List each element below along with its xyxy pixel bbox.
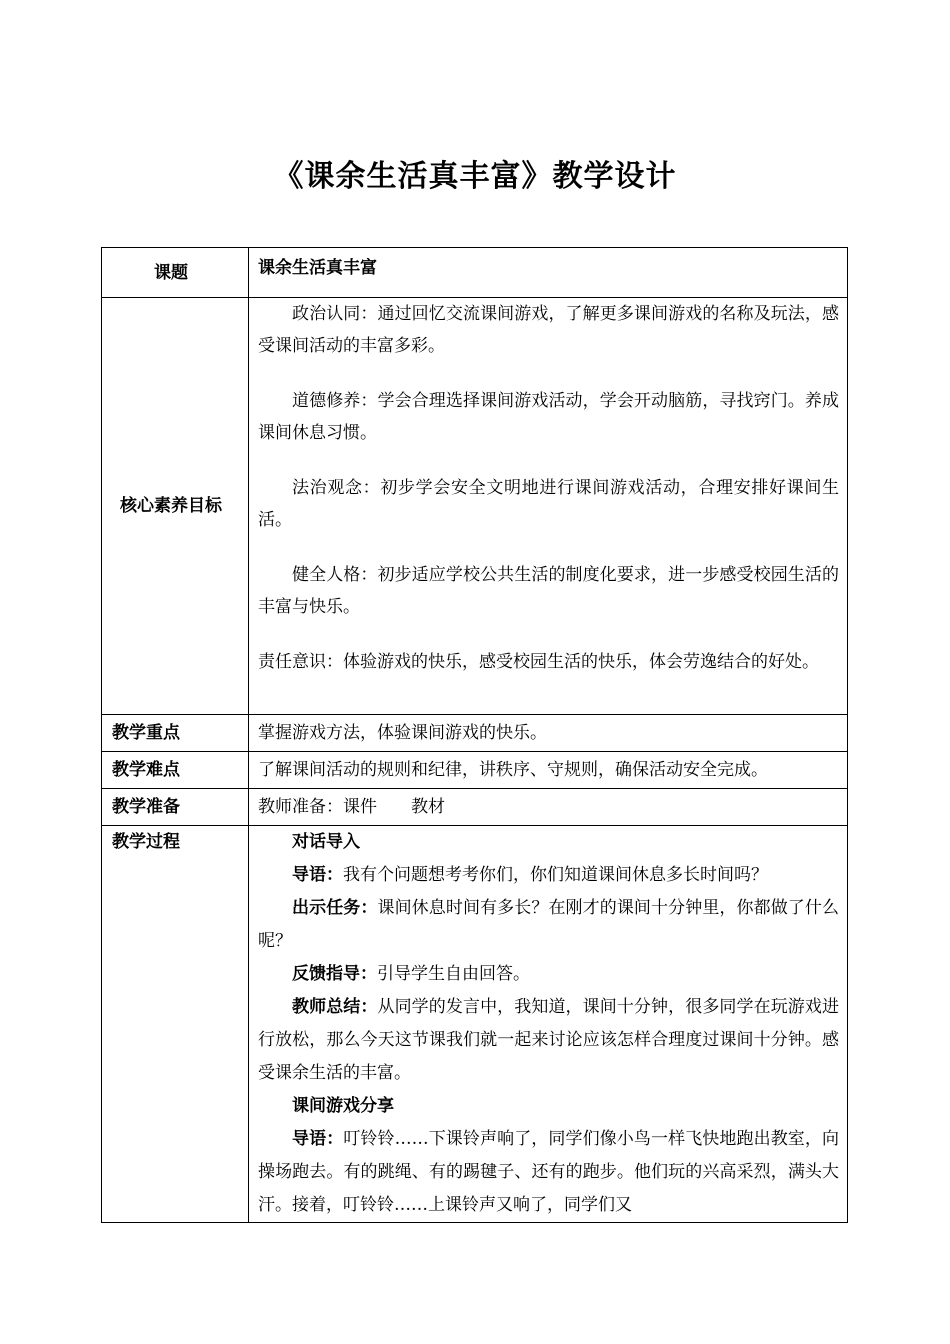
document-title: 《课余生活真丰富》教学设计 — [273, 159, 677, 194]
summary-paragraph — [258, 991, 839, 1090]
goals-content — [249, 298, 848, 715]
goal-political: 政治认同：通过回忆交流课间游戏，了解更多课间游戏的名称及玩法，感受课间活动的丰富多彩。 — [258, 304, 839, 356]
goal-responsibility: 责任意识：体验游戏的快乐，感受校园生活的快乐，体会劳逸结合的好处。 — [258, 652, 819, 672]
section-heading-dialogue: 对话导入 — [292, 832, 360, 852]
table-row-preparation — [102, 789, 848, 826]
summary-text: 从同学的发言中，我知道，课间十分钟，很多同学在玩游戏进行放松，那么今天这节课我们就一起来讨论应该怎样合理度过课间十分钟。感受课余生活的丰富。 — [258, 997, 839, 1083]
feedback-label: 反馈指导： — [292, 964, 377, 984]
goal-personality: 健全人格：初步适应学校公共生活的制度化要求，进一步感受校园生活的丰富与快乐。 — [258, 565, 839, 617]
goal-law: 法治观念：初步学会安全文明地进行课间游戏活动，合理安排好课间生活。 — [258, 478, 839, 530]
process-label: 教学过程 — [102, 826, 249, 1223]
table-row-process — [102, 826, 848, 1223]
preparation-label: 教学准备 — [102, 789, 249, 826]
key-point-label: 教学重点 — [102, 715, 249, 752]
section-heading-game-sharing: 课间游戏分享 — [292, 1096, 394, 1116]
difficulty-value: 了解课间活动的规则和纪律，讲秩序、守规则，确保活动安全完成。 — [249, 752, 848, 789]
intro2-text: 叮铃铃……下课铃声响了，同学们像小鸟一样飞快地跑出教室，向操场跑去。有的跳绳、有的踢毽子、还有的跑步。他们玩的兴高采烈，满头大汗。接着，叮铃铃……上课铃声又响了，同学们又 — [258, 1129, 840, 1215]
table-row-difficulty — [102, 752, 848, 789]
intro-text: 我有个问题想考考你们，你们知道课间休息多长时间吗？ — [343, 865, 768, 885]
intro2-paragraph — [258, 1123, 839, 1222]
lesson-plan-table — [101, 247, 848, 1223]
goals-label: 核心素养目标 — [102, 298, 249, 715]
task-paragraph — [258, 892, 839, 958]
process-content — [249, 826, 848, 1223]
key-point-value: 掌握游戏方法，体验课间游戏的快乐。 — [249, 715, 848, 752]
intro2-label: 导语： — [292, 1129, 344, 1149]
feedback-text: 引导学生自由回答。 — [377, 964, 530, 984]
goal-moral: 道德修养：学会合理选择课间游戏活动，学会开动脑筋，寻找窍门。养成课间休息习惯。 — [258, 391, 839, 443]
table-row-key-point — [102, 715, 848, 752]
topic-value: 课余生活真丰富 — [249, 248, 848, 298]
task-text: 课间休息时间有多长？在刚才的课间十分钟里，你都做了什么呢？ — [258, 898, 839, 951]
difficulty-label: 教学难点 — [102, 752, 249, 789]
preparation-value: 教师准备：课件 教材 — [249, 789, 848, 826]
table-row-topic — [102, 248, 848, 298]
topic-label: 课题 — [102, 248, 249, 298]
summary-label: 教师总结： — [292, 997, 378, 1017]
task-label: 出示任务： — [292, 898, 378, 918]
table-row-goals — [102, 298, 848, 715]
intro-paragraph — [258, 859, 839, 892]
feedback-paragraph — [258, 958, 839, 991]
intro-label: 导语： — [292, 865, 343, 885]
